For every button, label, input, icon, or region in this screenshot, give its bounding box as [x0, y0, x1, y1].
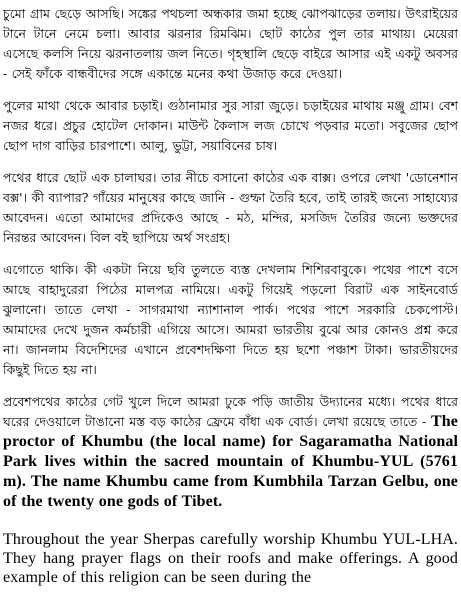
- paragraph-4-text: এগোতে থাকি। কী একটা নিয়ে ছবি তুলতে ব্যস্ত দেখলাম শিশিরবাবুকে। পথের পাশে বসে আছে বাহাদুরেরা পিঠের মালপত্র নামিয়ে। একটু গিয়েই পড়লো বিরাট এক সাইনবোর্ড ঝুলানো। তাতে লেখা - সাগরমাথা ন্যাশানাল পার্ক। পথের পাশে সরকারি চেকপোস্ট। আমাদের দেখে দুজন কর্মচারী এগিয়ে আসে। আমরা ভারতীয় বুঝে আর কোনও প্রশ্ন করে না। জানলাম বিদেশিদের এখানে প্রবেশদক্ষিণা দিতে হয় ছশো পঞ্চাশ টাকা। ভারতীয়দের কিছুই দিতে হয় না।: [3, 262, 458, 377]
- paragraph-2-text: পুলের মাথা থেকে আবার চড়াই। গুঠানামার সুর সারা জুড়ে। চড়াইয়ের মাথায় মঞ্জু গ্রাম। বেশ নজর ধরে। প্রচুর হোটেল দোকান। মাউন্ট কৈলাস লজ চোখে পড়বার মতো। সবুজের ছোপ ছোপ দাগ বাড়ির চারপাশে। আলু, ভুট্টা, সয়াবিনের চাষ।: [3, 98, 458, 153]
- paragraph-3-text: পথের ধারে ছোট এক চালাঘর। তার নীচে বসানো কাঠের এক বাক্স। ওপরে লেখা 'ডোনেশান বক্স'। কী ব্যাপার? গাঁয়ের মানুষের কাছে জানি - গুম্ফা তৈরি হবে, তাই তারই জন্যে সাহায্যের আবেদন। এতো আমাদের প্রদিকেও আছে - মঠ, মন্দির, মসজিদ তৈরির জন্যে ভক্তদের নিরন্তর আবেদন। বিল বই ছাপিয়ে অর্থ সংগ্রহ।: [3, 170, 458, 245]
- paragraph-5: [3, 392, 458, 512]
- paragraph-3: [3, 168, 458, 248]
- paragraph-1: [3, 4, 458, 84]
- paragraph-5-text: প্রবেশপথের কাঠের গেট খুলে দিলে আমরা ঢুকে পড়ি জাতীয় উদ্যানের মধ্যে। পথের ধারে ঘরের দেওয়ালে টাঙানো মস্ত বড় কাঠের ফ্রেমে বাঁধা এক বোর্ড। লেখা রয়েছে তাতে -: [3, 394, 458, 429]
- paragraph-6-text: Throughout the year Sherpas carefully worship Khumbu YUL-LHA. They hang prayer flags on their roofs and make offerings. A good example of this religion can be seen during the: [3, 531, 458, 586]
- paragraph-6: [3, 530, 458, 587]
- board-inscription-text: The proctor of Khumbu (the local name) for Sagaramatha National Park lives within the sacred mountain of Khumbu-YUL (5761 m). The name Khumbu came from Kumbhila Tarzan Gelbu, one of the twenty one gods of Tibet.: [3, 413, 458, 510]
- paragraph-1-text: চুমো গ্রাম ছেড়ে আসছি। সঙ্কের পথচলা অন্ধকার জমা হচ্ছে ঝোপঝাড়ের তলায়। উৎরাইয়ের টানে টানে নেমে চলা। আবার ঝরনার রিমঝিম। ছোট কাঠের পুল তার মাথায়। মেয়েরা এসেছে কলসি নিয়ে ঝরনাতলায় জল নিতে। গৃহস্থালি ছেড়ে বাইরে আসার এই একটু অবসর - সেই ফাঁকে বান্ধবীদের সঙ্গে একান্তে মনের কথা উজাড় করে দেওয়া।: [3, 6, 458, 81]
- paragraph-4: [3, 260, 458, 380]
- paragraph-2: [3, 96, 458, 156]
- document-page: [3, 4, 458, 599]
